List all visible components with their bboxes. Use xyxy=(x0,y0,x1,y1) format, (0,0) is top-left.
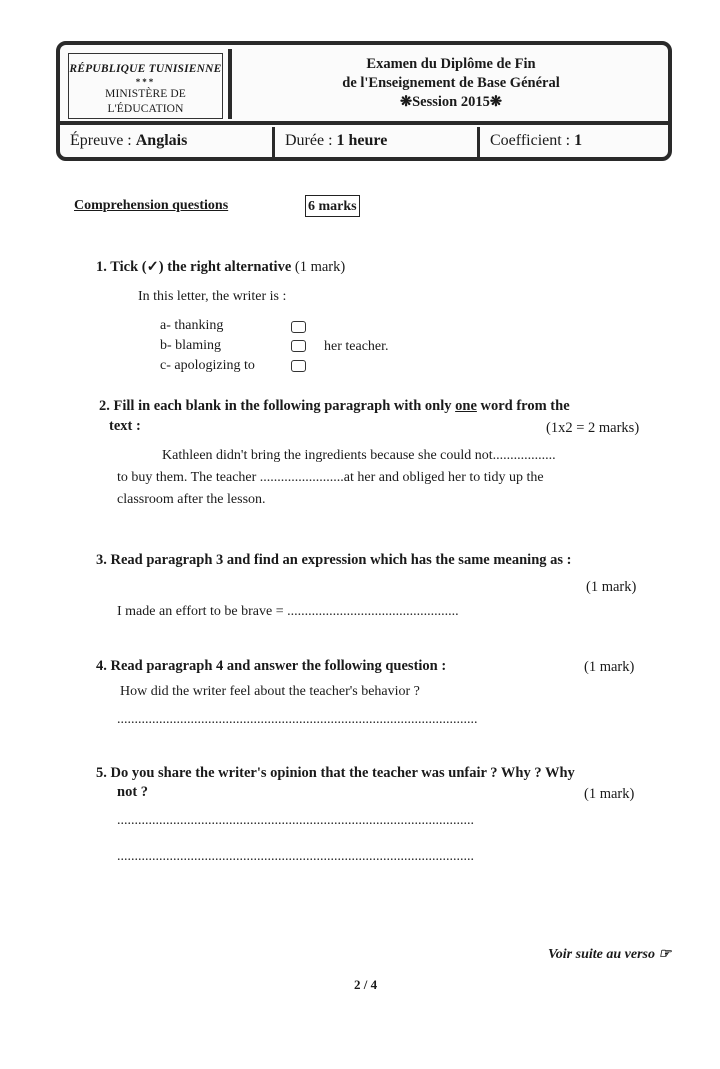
ministry-label: MINISTÈRE DE L'ÉDUCATION xyxy=(105,88,186,115)
q2-line1: Kathleen didn't bring the ingredients because she could not.................. xyxy=(162,448,556,463)
q1-option-b: b- blaming xyxy=(160,338,222,353)
q2-title xyxy=(99,398,570,415)
q5-title-b: not ? xyxy=(117,784,149,800)
ministry-block xyxy=(68,53,223,119)
q4-question: How did the writer feel about the teacher's behavior ? xyxy=(120,684,420,699)
duree-label: Durée : xyxy=(285,132,333,149)
duree-value: 1 heure xyxy=(336,132,388,149)
exam-title-block xyxy=(236,55,666,112)
q5-answer-line2[interactable]: ...................................................................................................... xyxy=(117,849,474,864)
header-divider-horizontal xyxy=(60,121,668,125)
coefficient-cell xyxy=(477,127,667,157)
q1-marks: (1 mark) xyxy=(294,259,346,275)
epreuve-value: Anglais xyxy=(135,132,188,149)
republic-label: RÉPUBLIQUE TUNISIENNE xyxy=(69,63,222,75)
q2-line2: to buy them. The teacher ........................at her and obliged her to tidy up the xyxy=(117,470,544,485)
exam-title-line1: Examen du Diplôme de Fin xyxy=(366,56,536,72)
stars-separator: *** xyxy=(135,77,156,87)
q2-title-a: 2. Fill in each blank in the following paragraph with only xyxy=(99,398,452,414)
epreuve-cell xyxy=(60,127,270,157)
section-title: Comprehension questions xyxy=(74,198,229,213)
q1-checkbox-c[interactable] xyxy=(291,360,306,372)
page-number: 2 / 4 xyxy=(354,977,378,992)
q1-checkbox-b[interactable] xyxy=(291,340,306,352)
q1-title xyxy=(96,259,345,276)
q2-title-b: word from the xyxy=(480,398,570,414)
duree-cell xyxy=(272,127,477,157)
epreuve-label: Épreuve : xyxy=(70,132,132,149)
header-divider-vertical xyxy=(228,49,232,119)
q4-answer-line[interactable]: ....................................................................................................... xyxy=(117,712,478,727)
q5-title-a: 5. Do you share the writer's opinion that the teacher was unfair ? Why ? Why xyxy=(96,765,575,781)
q2-title-one: one xyxy=(455,398,477,414)
exam-header xyxy=(56,41,672,161)
q5-answer-line1[interactable]: ...................................................................................................... xyxy=(117,813,474,828)
coefficient-label: Coefficient : xyxy=(490,132,571,149)
session-label: ❋Session 2015❋ xyxy=(399,94,503,110)
q3-marks: (1 mark) xyxy=(586,579,637,595)
q1-option-a: a- thanking xyxy=(160,318,224,333)
q3-title: 3. Read paragraph 3 and find an expression which has the same meaning as : xyxy=(96,552,572,568)
q2-line3: classroom after the lesson. xyxy=(117,492,266,507)
q4-marks: (1 mark) xyxy=(584,659,635,675)
q1-suffix: her teacher. xyxy=(324,339,389,354)
coefficient-value: 1 xyxy=(574,132,583,149)
q3-answer-line[interactable]: I made an effort to be brave = ................................................. xyxy=(117,604,459,619)
q1-option-c: c- apologizing to xyxy=(160,358,255,373)
exam-title-line2: de l'Enseignement de Base Général xyxy=(342,75,560,91)
q2-marks: (1x2 = 2 marks) xyxy=(546,420,640,436)
q1-title-text: 1. Tick (✓) the right alternative xyxy=(96,259,292,275)
verso-note: Voir suite au verso ☞ xyxy=(548,947,672,962)
q4-title: 4. Read paragraph 4 and answer the following question : xyxy=(96,658,447,674)
q1-prompt: In this letter, the writer is : xyxy=(138,289,287,304)
q5-marks: (1 mark) xyxy=(584,786,635,802)
q1-checkbox-a[interactable] xyxy=(291,321,306,333)
section-marks-box: 6 marks xyxy=(305,195,360,217)
q2-title-c: text : xyxy=(109,418,141,434)
